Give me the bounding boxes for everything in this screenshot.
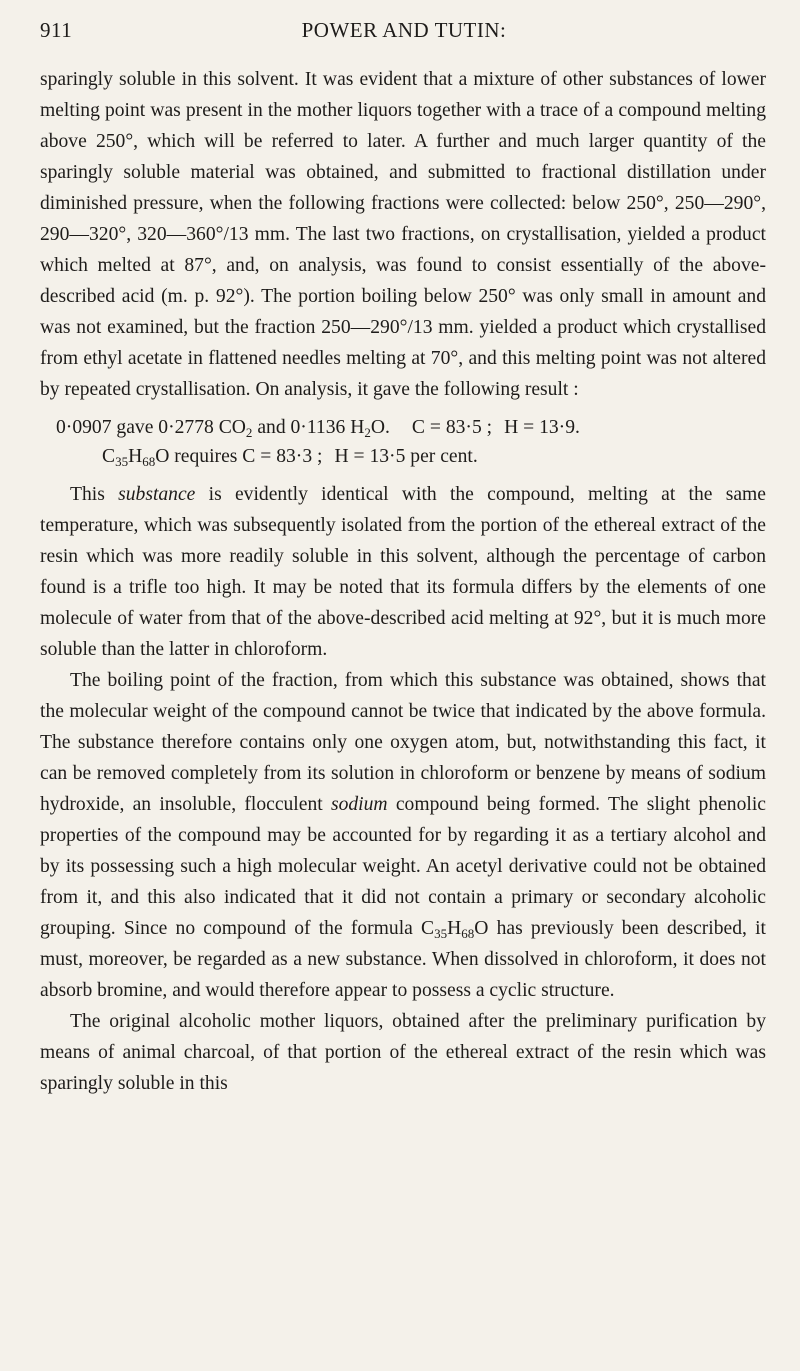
carbon-found: C = 83·5 ; — [411, 417, 493, 438]
carbon-required: O requires C = 83·3 ; — [155, 446, 323, 467]
running-head — [40, 18, 768, 48]
body-text — [40, 64, 766, 1099]
analysis-water-text: and 0·1136 H — [252, 417, 365, 438]
formula-requires-line — [40, 442, 766, 471]
subscript: 2 — [364, 425, 371, 440]
subscript: 68 — [461, 926, 475, 941]
analysis-formula-block — [40, 413, 766, 471]
page-number: 911 — [40, 18, 73, 42]
subscript: 35 — [434, 926, 448, 941]
text-run: This — [70, 484, 119, 505]
italic-term: sodium — [330, 794, 388, 815]
hydrogen-required: H = 13·5 per cent. — [334, 446, 478, 467]
text-run: The boiling point of the fraction, from which this substance was obtained, shows that the molecular weight of the compound cannot be twice that indicated by the above formula. The substance therefore contains only one oxygen atom, but, notwithstanding this fact, it can be removed completely from its solution in chloroform or benzene by means of sodium hydroxide, an insoluble, flocculent — [40, 670, 766, 815]
subscript: 2 — [245, 425, 253, 440]
formula-hydrogen: H — [128, 446, 143, 467]
text-run: is evidently identical with the compound, melting at the same temperature, which was subsequently isolated from the portion of the ethereal extract of the resin which was more readily soluble in this solvent, although the percentage of carbon found is a trifle too high. It may be noted that its formula differs by the elements of one molecule of water from that of the above-described acid melting at 92°, but it is much more soluble than the latter in chloroform. — [40, 484, 766, 660]
subscript: 68 — [142, 454, 156, 469]
paragraph-mother-liquors: The original alcoholic mother liquors, obtained after the preliminary purification by means of animal charcoal, of that portion of the ethereal extract of the resin which was sparingly soluble in this — [40, 1011, 766, 1094]
running-title: POWER AND TUTIN: — [301, 18, 507, 42]
analysis-water-suffix: O. — [370, 417, 390, 438]
paragraph-substance — [40, 479, 766, 665]
italic-term: substance — [118, 484, 196, 505]
analysis-result-line — [40, 413, 766, 442]
paragraph-continued: sparingly soluble in this solvent. It was evident that a mixture of other substances of lower melting point was present in the mother liquors together with a trace of a compound melting above 250°, which will be referred to later. A further and much larger quantity of the sparingly soluble material was obtained, and submitted to fractional distillation under diminished pressure, when the following fractions were collected: below 250°, 250—290°, 290—320°, 320—360°/13 mm. The last two fractions, on crystallisation, yielded a product which melted at 87°, and, on analysis, was found to consist essentially of the above-described acid (m. p. 92°). The portion boiling below 250° was only small in amount and was not examined, but the fraction 250—290°/13 mm. yielded a product which crystallised from ethyl acetate in flattened needles melting at 70°, and this melting point was not altered by repeated crystallisation. On analysis, it gave the following result : — [40, 69, 766, 400]
text-run: H — [447, 918, 462, 939]
subscript: 35 — [115, 454, 129, 469]
paragraph-boiling-point — [40, 665, 766, 1006]
formula-carbon: C — [102, 446, 116, 467]
analysis-sample-text: 0·0907 gave 0·2778 CO — [56, 417, 246, 438]
text-run: O has previously been described, it must, moreover, be regarded as a new substance. When dissolved in chloroform, it does not absorb bromine, and would therefore appear to possess a cyclic structure. — [40, 918, 766, 1001]
hydrogen-found: H = 13·9. — [504, 417, 580, 438]
text-run: compound being formed. The slight phenolic properties of the compound may be accounted for by regarding it as a tertiary alcohol and by its possessing such a high molecular weight. An acetyl derivative could not be obtained from it, and this also indicated that it did not contain a primary or secondary alcoholic grouping. Since no compound of the formula C — [40, 794, 766, 939]
